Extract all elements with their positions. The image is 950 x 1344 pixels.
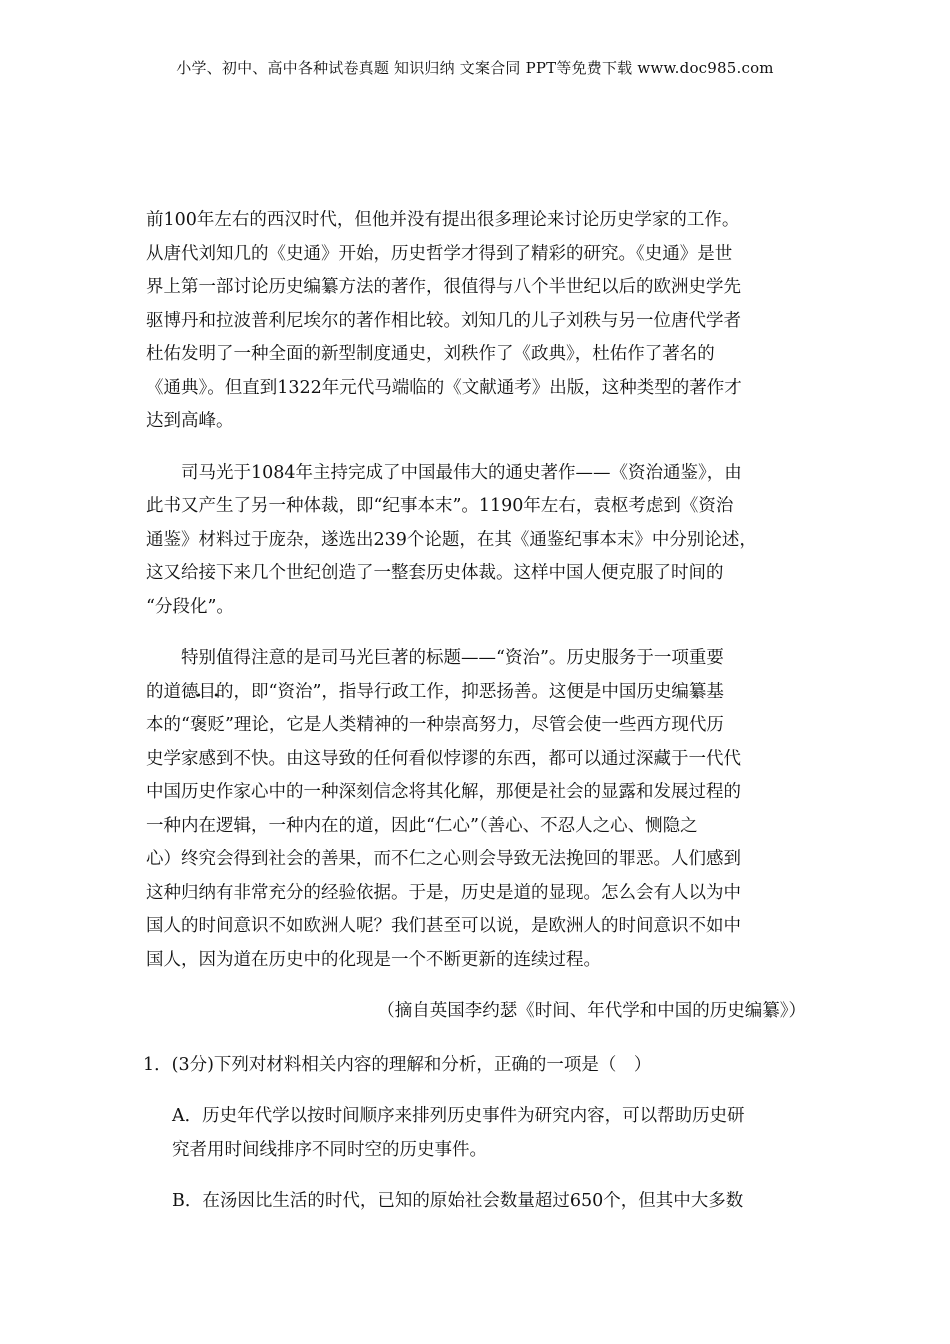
text-line: 界上第一部讨论历史编纂方法的著作，很值得与八个半世纪以后的欧洲史学先: [146, 277, 741, 297]
text-line: 驱博丹和拉波普利尼埃尔的著作相比较。刘知几的儿子刘秩与另一位唐代学者: [146, 310, 741, 331]
text-line: 《通典》。但直到1322年元代马端临的《文献通考》出版，这种类型的著作才: [146, 377, 742, 398]
emphasis-char: 贬: [207, 715, 225, 735]
text-line: 达到高峰。: [146, 411, 234, 431]
answer-options: [146, 1100, 806, 1219]
option-a: [172, 1100, 806, 1167]
option-b: [172, 1185, 806, 1219]
text-line: 中国历史作家心中的一种深刻信念将其化解，那便是社会的显露和发展过程的: [146, 782, 741, 802]
text-line: 通鉴》材料过于庞杂，遂选出239个论题，在其《通鉴纪事本末》中分别论述，: [146, 529, 757, 550]
emphasis-char: 褒: [189, 715, 208, 735]
text-line: 这又给接下来几个世纪创造了一整套历史体裁。这样中国人便克服了时间的: [146, 563, 724, 583]
text-line: 特别值得注意的是司马光巨著的标题——“资治”。历史服务于一项重要: [181, 648, 724, 668]
text-line: 杜佑发明了一种全面的新型制度通史，刘秩作了《政典》，杜佑作了著名的: [146, 344, 715, 364]
text-line: 国人的时间意识不如欧洲人呢？我们甚至可以说，是欧洲人的时间意识不如中: [146, 916, 741, 936]
text-line: 从唐代刘知几的《史通》开始，历史哲学才得到了精彩的研究。《史通》是世: [146, 243, 733, 264]
text-line: 国人，因为道在历史中的化现是一个不断更新的连续过程。: [146, 949, 601, 970]
text-line: 的道德目的，即“资治”，指导行政工作，抑恶扬善。这便是中国历史编纂基: [146, 681, 724, 702]
text-line: [146, 709, 806, 743]
text-line: 心）终究会得到社会的善果，而不仁之心则会导致无法挽回的罪恶。人们感到: [146, 849, 741, 869]
text-segment: 本的“: [146, 715, 190, 735]
text-line: 史学家感到不快。由这导致的任何看似悖谬的东西，都可以通过深藏于一代代: [146, 748, 741, 769]
page-header: 小学、初中、高中各种试卷真题 知识归纳 文案合同 PPT等免费下载 www.doc985.com: [176, 59, 774, 77]
document-body: [143, 204, 806, 1237]
text-line: 这种归纳有非常充分的经验依据。于是，历史是道的显现。怎么会有人以为中: [146, 882, 741, 903]
text-segment: ”理论，它是人类精神的一种崇高努力，尽管会使一些西方现代历: [224, 715, 724, 735]
option-text: B．在汤因比生活的时代，已知的原始社会数量超过650个，但其中大多数: [172, 1191, 744, 1211]
option-text: A．历史年代学以按时间顺序来排列历史事件为研究内容，可以帮助历史研: [172, 1106, 745, 1126]
paragraph-1: [146, 204, 806, 439]
text-line: 此书又产生了另一种体裁，即“纪事本末”。1190年左右，袁枢考虑到《资治: [146, 496, 734, 516]
source-citation: （摘自英国李约瑟《时间、年代学和中国的历史编纂》）: [377, 1001, 806, 1021]
text-line: 前100年左右的西汉时代，但他并没有提出很多理论来讨论历史学家的工作。: [146, 210, 740, 230]
option-text: 究者用时间线排序不同时空的历史事件。: [172, 1139, 487, 1160]
text-line: “分段化”。: [146, 596, 234, 617]
text-line: 一种内在逻辑，一种内在的道，因此“仁心”（善心、不忍人之心、恻隐之: [146, 815, 698, 836]
text-line: 司马光于1084年主持完成了中国最伟大的通史著作——《资治通鉴》，由: [181, 462, 742, 483]
paragraph-3: [146, 642, 806, 977]
paragraph-2: [146, 457, 806, 625]
question-stem: 1．(3分)下列对材料相关内容的理解和分析，正确的一项是（ ）: [143, 1054, 652, 1075]
